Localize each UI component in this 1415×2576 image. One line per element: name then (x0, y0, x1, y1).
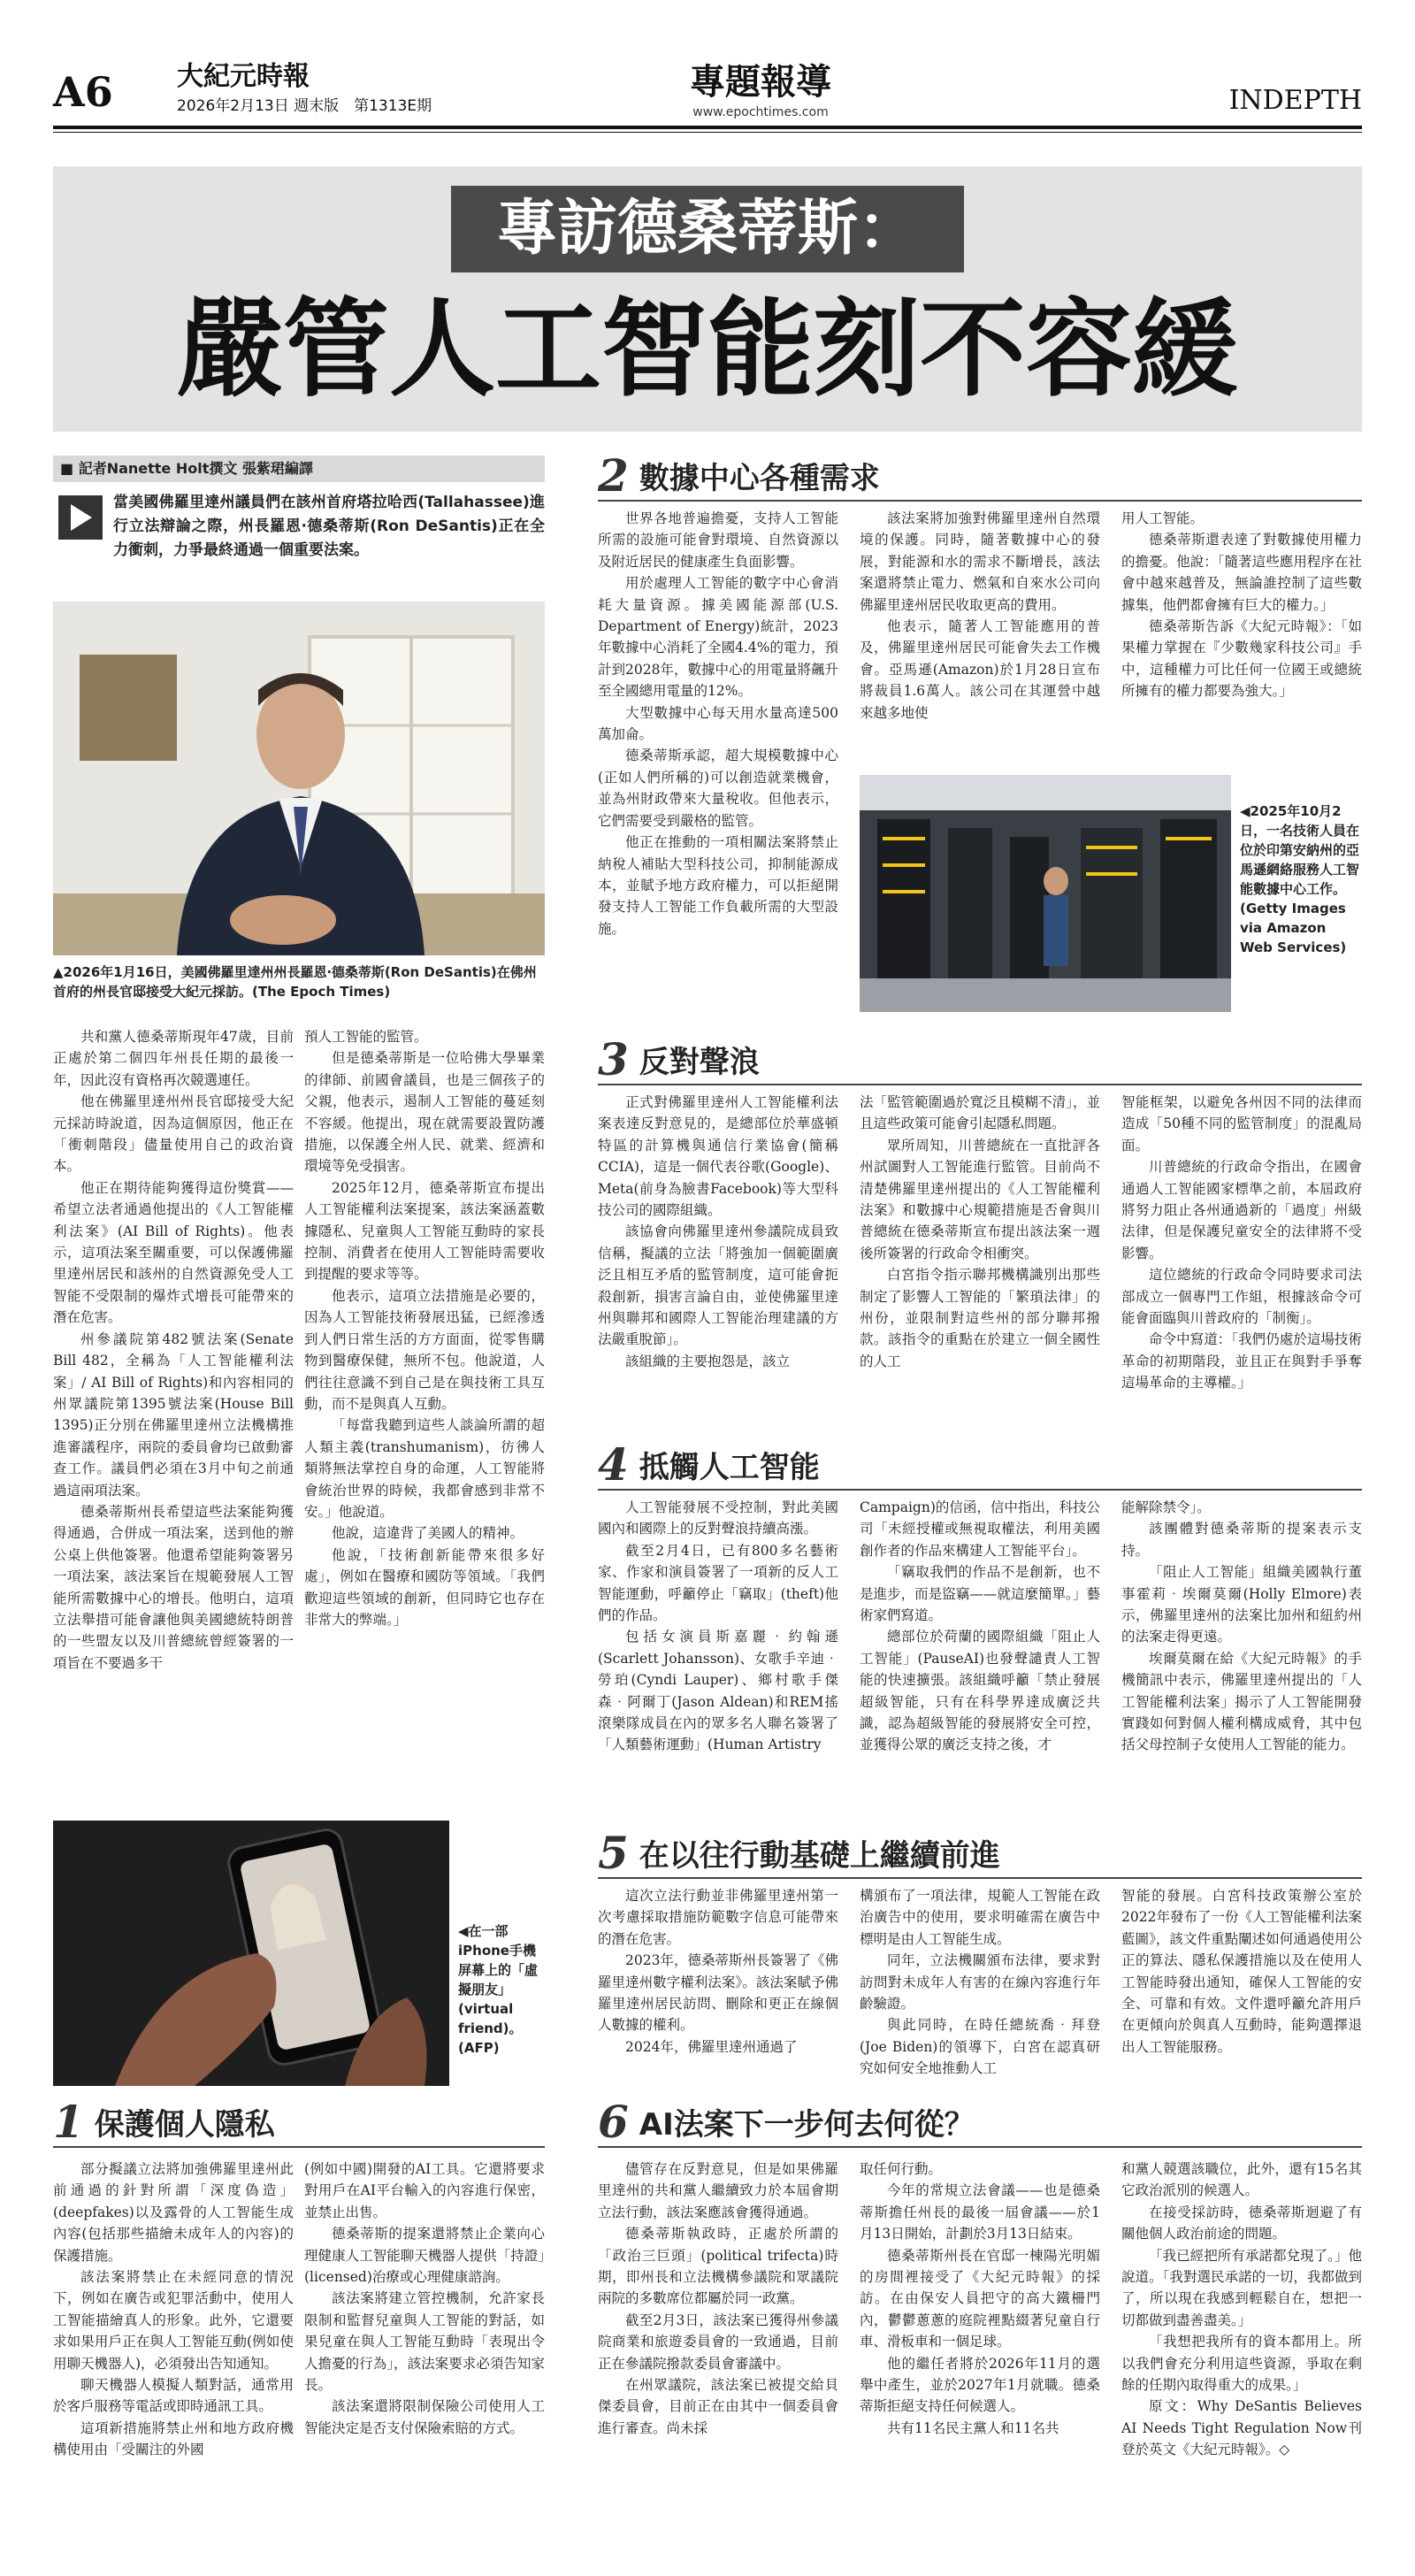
intro-col-1 (53, 1026, 294, 1674)
headline-main: 嚴管人工智能刻不容緩 (177, 287, 1238, 411)
paragraph: 法「監管範圍過於寬泛且模糊不清」，並且這些政策可能會引起隱私問題。 (860, 1094, 1100, 1132)
section-label: 專題報導 (690, 61, 831, 103)
paragraph: 共和黨人德桑蒂斯現年47歲，目前正處於第二個四年州長任期的最後一年，因此沒有資格再次競選連任。 (53, 1029, 294, 1088)
paragraph: 今年的常規立法會議——也是德桑蒂斯擔任州長的最後一屆會議——於1月13日開始，計劃於3月13日結束。 (860, 2182, 1100, 2242)
paragraph: 「我已經把所有承諾都兌現了。」他說道。「我對選民承諾的一切，我都做到了，所以現在我感到輕鬆自在，想把一切都做到盡善盡美。」 (1121, 2247, 1362, 2328)
paragraph: 聊天機器人模擬人類對話，通常用於客戶服務等電話或即時通訊工具。 (53, 2377, 294, 2415)
paragraph: 原文：Why DeSantis Believes AI Needs Tight Regulation Now刊登於英文《大紀元時報》。◇ (1121, 2398, 1362, 2458)
issue-date: 2026年2月13日 週末版 第1313E期 (177, 97, 432, 115)
sec6-col-3 (1121, 2158, 1362, 2461)
paragraph: 川普總統的行政命令指出，在國會通過人工智能國家標準之前，本屆政府將努力阻止各州通過新的「過度」州級法律，但是保護兒童安全的法律將不受影響。 (1121, 1159, 1362, 1261)
paragraph: 該組織的主要抱怨是，該立 (625, 1353, 791, 1369)
headline-kicker: 專訪德桑蒂斯： (496, 194, 918, 264)
section-number: 6 (598, 2096, 629, 2148)
byline: ■ 記者Nanette Holt撰文 張紫珺編譯 (60, 460, 313, 477)
paragraph: 命令中寫道：「我們仍處於這場技術革命的初期階段，並且正在與對手爭奪這場革命的主導權。」 (1121, 1331, 1362, 1392)
paragraph: 州參議院第482號法案(Senate Bill 482，全稱為「人工智能權利法案」/ AI Bill of Rights)和內容相同的州眾議院第1395號法案(House Bill 1395)正分別在佛羅里達州立法機構推進審議程序，兩院的委員會均已啟動審查工作。議員們必須在3月中旬之前通過這兩項法案。 (53, 1330, 294, 1499)
paragraph: 該法案將加強對佛羅里達州自然環境的保護。同時，隨著數據中心的發展，對能源和水的需求不斷增長，該法案還將禁止電力、燃氣和自來水公司向佛羅里達州居民收取更高的費用。 (860, 510, 1100, 613)
section-number: 5 (598, 1827, 629, 1879)
section-4-header (598, 1438, 1362, 1491)
section-5-header (598, 1827, 1362, 1879)
paragraph: 在接受採訪時，德桑蒂斯迴避了有關他個人政治前途的問題。 (1121, 2204, 1362, 2242)
paragraph: 這位總統的行政命令同時要求司法部成立一個專門工作組，根據該命令可能會面臨與川普政府的「制衡」。 (1121, 1267, 1362, 1327)
paragraph: 他說，「技術創新能帶來很多好處」，例如在醫療和國防等領域。「我們歡迎這些領域的創新，但同時它也存在非常大的弊端。」 (304, 1546, 545, 1628)
paragraph: 「每當我聽到這些人談論所謂的超人類主義(transhumanism)，彷彿人類將無法掌控自身的命運，人工智能將會統治世界的時候，我都會感到非常不安。」他說道。 (304, 1417, 545, 1520)
paragraph: 「我想把我所有的資本都用上。所以我們會充分利用這些資源，爭取在剩餘的任期內取得重大的成果。」 (1121, 2334, 1362, 2394)
paragraph: 2025年12月，德桑蒂斯宣布提出人工智能權利法案提案，該法案涵蓋數據隱私、兒童與人工智能互動時的家長控制、消費者在使用人工智能時需要收到提醒的要求等等。 (304, 1179, 545, 1283)
paragraph: 截至2月4日，已有800多名藝術家、作家和演員簽署了一項新的反人工智能運動，呼籲停止「竊取」(theft)他們的作品。 (598, 1542, 838, 1624)
section-3-header (598, 1033, 1362, 1085)
paragraph: 儘管存在反對意見，但是如果佛羅里達州的共和黨人繼續致力於本屆會期立法行動，該法案應該會獲得通過。 (598, 2161, 838, 2220)
paragraph: 眾所周知，川普總統在一直批評各州試圖對人工智能進行監管。目前尚不清楚佛羅里達州提出的《人工智能權利法案》和數據中心規範措施是否會與川普總統在德桑蒂斯宣布提出該法案一週後所簽署的行政命令相衝突。 (860, 1137, 1100, 1261)
paragraph: 這次立法行動並非佛羅里達州第一次考慮採取措施防範數字信息可能帶來的潛在危害。 (598, 1888, 838, 1947)
paragraph: 德桑蒂斯州長希望這些法案能夠獲得通過，合併成一項法案，送到他的辦公桌上供他簽署。他還希望能夠簽署另一項法案，該法案旨在規範發展人工智能所需數據中心的增長。他明白，這項立法舉措可能會讓他與美國總統特朗普的一些盟友以及川普總統曾經簽署的一項旨在不要過多干 (53, 1503, 294, 1671)
paragraph: 用人工智能。 (1121, 510, 1205, 526)
paragraph: 取任何行動。 (860, 2161, 943, 2177)
page-number: A6 (53, 68, 113, 116)
paragraph: 與此同時，在時任總統喬‧拜登(Joe Biden)的領導下，白宮在認真研究如何安全地推動人工 (860, 2017, 1100, 2077)
sec6-col-2 (860, 2158, 1100, 2439)
paragraph: 該法案將禁止在未經同意的情況下，例如在廣告或犯罪活動中，使用人工智能描繪真人的形象。此外，它還要求如果用戶正在與人工智能互動(例如使用聊天機器人)，必須發出告知通知。 (53, 2269, 294, 2372)
section-1-header (53, 2096, 545, 2148)
paragraph: 德桑蒂斯承認，超大規模數據中心(正如人們所稱的)可以創造就業機會，並為州財政帶來大量稅收。但他表示，它們需要受到嚴格的監管。 (598, 748, 838, 829)
paragraph: 正式對佛羅里達州人工智能權利法案表達反對意見的，是總部位於華盛頓特區的計算機與通信行業協會(簡稱CCIA)，這是一個代表谷歌(Google)、Meta(前身為臉書Facebook)等大型科技公司的國際組織。 (598, 1094, 838, 1219)
paragraph: 該法案將建立管控機制，允許家長限制和監督兒童與人工智能的對話，如果兒童在與人工智能互動時「表現出令人擔憂的行為」，該法案要求必須告知家長。 (304, 2290, 545, 2394)
paragraph: 世界各地普遍擔憂，支持人工智能所需的設施可能會對環境、自然資源以及附近居民的健康產生負面影響。 (598, 510, 838, 570)
paragraph: 智能框架，以避免各州因不同的法律而造成「50種不同的監管制度」的混亂局面。 (1121, 1094, 1362, 1154)
sec3-col-2 (860, 1092, 1100, 1372)
photo-data-center (860, 775, 1231, 1012)
section-title: 反對聲浪 (639, 1045, 760, 1080)
paragraph: 共有11名民主黨人和11名共 (887, 2419, 1059, 2436)
section-2-header (598, 449, 1362, 502)
paragraph: 該協會向佛羅里達州參議院成員致信稱，擬議的立法「將強加一個範圍廣泛且相互矛盾的監管制度，這可能會扼殺創新，損害言論自由，並使佛羅里達州與聯邦和國際人工智能治理建議的方法嚴重脫節」。 (598, 1223, 838, 1348)
sec5-col-3 (1121, 1885, 1362, 2058)
paragraph: 德桑蒂斯告訴《大紀元時報》：「如果權力掌握在『少數幾家科技公司』手中，這種權力可比任何一位國王或總統所擁有的權力都要為強大。」 (1121, 618, 1362, 700)
paragraph: 他正在期待能夠獲得這份獎賞——希望立法者通過他提出的《人工智能權利法案》(AI Bill of Rights)。他表示，這項法案至關重要，可以保護佛羅里達州居民和該州的自然資源免受人工智能不受限制的爆炸式增長可能帶來的潛在危害。 (53, 1179, 294, 1326)
paragraph: 2023年，德桑蒂斯州長簽署了《佛羅里達州數字權利法案》。該法案賦予佛羅里達州居民訪問、刪除和更正在線個人數據的權利。 (598, 1952, 838, 2034)
paragraph: 該法案還將限制保險公司使用人工智能決定是否支付保險索賠的方式。 (304, 2398, 545, 2436)
paragraph: 部分擬議立法將加強佛羅里達州此前通過的針對所謂「深度偽造」(deepfakes)以及露骨的人工智能生成內容(包括那些描繪未成年人的內容)的保護措施。 (53, 2161, 294, 2264)
lead-arrow-icon (58, 495, 103, 540)
paragraph: 他表示，這項立法措施是必要的，因為人工智能技術發展迅猛，已經滲透到人們日常生活的方方面面，從零售購物到醫療保健，無所不包。他說道，人們往往意識不到自己是在與技術工具互動，而不是與真人互動。 (304, 1287, 545, 1412)
photo3-caption: ◀在一部iPhone手機屏幕上的「虛擬朋友」(virtual friend)。(AFP) (458, 1923, 539, 2056)
paragraph: 同年，立法機關頒布法律，要求對訪問對未成年人有害的在線內容進行年齡驗證。 (860, 1952, 1100, 2012)
paragraph: 大型數據中心每天用水量高達500萬加侖。 (598, 704, 838, 743)
section-number: 2 (598, 449, 629, 502)
photo1-caption: ▲2026年1月16日，美國佛羅里達州州長羅恩‧德桑蒂斯(Ron DeSantis)在佛州首府的州長官邸接受大紀元採訪。(The Epoch Times) (53, 964, 537, 1000)
paragraph: 白宮指令指示聯邦機構識別出那些制定了影響人工智能的「繁瑣法律」的州份，並限制對這些州的部分聯邦撥款。該指令的重點在於建立一個全國性的人工 (860, 1267, 1100, 1369)
sec1-col-1 (53, 2158, 294, 2461)
section-6-header (598, 2096, 1362, 2148)
paragraph: (例如中國)開發的AI工具。它還將要求對用戶在AI平台輸入的內容進行保密，並禁止出售。 (304, 2161, 545, 2220)
paragraph: 他表示，隨著人工智能應用的普及，佛羅里達州居民可能會失去工作機會。亞馬遜(Amazon)於1月28日宣布將裁員1.6萬人。該公司在其運營中越來越多地使 (860, 618, 1100, 721)
paragraph: 德桑蒂斯的提案還將禁止企業向心理健康人工智能聊天機器人提供「持證」(licensed)治療或心理健康諮詢。 (304, 2226, 545, 2286)
paragraph: 用於處理人工智能的數字中心會消耗大量資源。據美國能源部(U.S. Department of Energy)統計，2023年數據中心消耗了全國4.4%的電力，預計到2028年，數據中心的用電量將飆升至全國總用電量的12%。 (598, 575, 838, 700)
section-number: 3 (598, 1033, 629, 1085)
paragraph: 他在佛羅里達州州長官邸接受大紀元採訪時說道，因為這個原因，他正在「衝刺階段」儘量使用自己的政治資本。 (53, 1093, 294, 1175)
masthead-logo: 大紀元時報 (177, 61, 310, 92)
paragraph: 包括女演員斯嘉麗‧約翰遜(Scarlett Johansson)、女歌手辛迪‧勞珀(Cyndi Lauper)、鄉村歌手傑森‧阿爾丁(Jason Aldean)和REM搖滾樂隊成員在內的眾多名人聯名簽署了「人類藝術運動」(Human Artistry (598, 1629, 838, 1753)
sec5-col-1 (598, 1885, 838, 2058)
sec4-col-1 (598, 1497, 838, 1756)
photo2-caption: ◀2025年10月2日，一名技術人員在位於印第安納州的亞馬遜網絡服務人工智能數據中心工作。(Getty Images via Amazon Web Services) (1240, 803, 1360, 955)
paragraph: 總部位於荷蘭的國際組織「阻止人工智能」(PauseAI)也發聲譴責人工智能的快速擴張。該組織呼籲「禁止發展超級智能，只有在科學界達成廣泛共識，認為超級智能的發展將安全可控，並獲得公眾的廣泛支持之後，才 (860, 1629, 1100, 1753)
section-number: 1 (53, 2096, 84, 2148)
section-number: 4 (598, 1438, 629, 1491)
paragraph: 「竊取我們的作品不是創新，也不是進步，而是盜竊——就這麼簡單。」藝術家們寫道。 (860, 1564, 1100, 1624)
paragraph: 人工智能發展不受控制，對此美國國內和國際上的反對聲浪持續高漲。 (598, 1499, 838, 1537)
paragraph: 德桑蒂斯還表達了對數據使用權力的擔憂。他說：「隨著這些應用程序在社會中越來越普及，無論誰控制了這些數據集，他們都會擁有巨大的權力。」 (1121, 532, 1362, 613)
sec2-col-2 (860, 508, 1100, 724)
paragraph: 埃爾莫爾在給《大紀元時報》的手機簡訊中表示，佛羅里達州提出的「人工智能權利法案」揭示了人工智能開發實踐如何對個人權利構成威脅，其中包括父母控制子女使用人工智能的能力。 (1121, 1650, 1362, 1753)
paragraph: 德桑蒂斯執政時，正處於所謂的「政治三巨頭」(political trifecta)時期，即州長和立法機構參議院和眾議院兩院的多數席位都屬於同一政黨。 (598, 2226, 838, 2307)
paragraph: 但是德桑蒂斯是一位哈佛大學畢業的律師、前國會議員，也是三個孩子的父親，他表示，遏制人工智能的蔓延刻不容緩。他提出，現在就需要設置防護措施，以保護全州人民、就業、經濟和環境等免受損害。 (304, 1050, 545, 1175)
section-title: AI法案下一步何去何從？ (639, 2107, 975, 2143)
header-rule (53, 126, 1362, 129)
paragraph: 他的繼任者將於2026年11月的選舉中產生，並於2027年1月就職。德桑蒂斯拒絕支持任何候選人。 (860, 2355, 1100, 2415)
paragraph: 「阻止人工智能」組織美國執行董事霍莉‧埃爾莫爾(Holly Elmore)表示，佛羅里達州的法案比加州和紐約州的法案走得更遠。 (1121, 1564, 1362, 1645)
site-url: www.epochtimes.com (692, 105, 829, 119)
section-title: 保護個人隱私 (94, 2107, 275, 2143)
sec2-col-1 (598, 508, 838, 939)
sec3-col-1 (598, 1092, 838, 1372)
paragraph: 他說，這違背了美國人的精神。 (332, 1525, 524, 1542)
photo-virtual-friend-phone (53, 1821, 449, 2086)
paragraph: 在州眾議院，該法案已被提交給貝傑委員會，目前正在由其中一個委員會進行審查。尚未採 (598, 2377, 838, 2436)
sec4-col-3 (1121, 1497, 1362, 1756)
paragraph: 截至2月3日，該法案已獲得州參議院商業和旅遊委員會的一致通過，目前正在參議院撥款委員會審議中。 (598, 2312, 838, 2372)
indepth-label: INDEPTH (1228, 85, 1362, 116)
paragraph: 智能的發展。白宮科技政策辦公室於2022年發布了一份《人工智能權利法案藍圖》，該文件重點闡述如何通過使用公正的算法、隱私保護措施以及在使用人工智能時發出通知，確保人工智能的安全、可靠和有效。文件還呼籲允許用戶在更傾向於與真人互動時，能夠選擇退出人工智能服務。 (1121, 1888, 1362, 2055)
section-title: 數據中心各種需求 (639, 461, 880, 496)
paragraph: 構頒布了一項法律，規範人工智能在政治廣告中的使用，要求明確需在廣告中標明是由人工智能生成。 (860, 1888, 1100, 1947)
paragraph: 德桑蒂斯州長在官邸一棟陽光明媚的房間裡接受了《大紀元時報》的採訪。在由保安人員把守的高大鐵柵門內，鬱鬱蔥蔥的庭院裡點綴著兒童自行車、滑板車和一個足球。 (860, 2247, 1100, 2350)
section-title: 在以往行動基礎上繼續前進 (639, 1838, 1000, 1874)
paragraph: 預人工智能的監管。 (304, 1029, 428, 1045)
sec3-col-3 (1121, 1092, 1362, 1394)
page-header (53, 60, 1362, 124)
sec5-col-2 (860, 1885, 1100, 2080)
header-rule-thin (53, 132, 1362, 133)
paragraph: Campaign)的信函，信中指出，科技公司「未經授權或無視取權法，利用美國創作者的作品來構建人工智能平台」。 (860, 1499, 1100, 1559)
sec6-col-1 (598, 2158, 838, 2439)
paragraph: 2024年，佛羅里達州通過了 (625, 2038, 798, 2055)
photo-desantis-interview (53, 602, 545, 955)
lead-paragraph: 當美國佛羅里達州議員們在該州首府塔拉哈西(Tallahassee)進行立法辯論之際，州長羅恩‧德桑蒂斯(Ron DeSantis)正在全力衝刺，力爭最終通過一個重要法案。 (113, 494, 545, 559)
paragraph: 能解除禁令」。 (1121, 1499, 1211, 1515)
sec1-col-2 (304, 2158, 545, 2439)
paragraph: 和黨人競選該職位，此外，還有15名其它政治派別的候選人。 (1121, 2161, 1362, 2199)
intro-col-2 (304, 1026, 545, 1630)
section-title: 抵觸人工智能 (639, 1450, 820, 1485)
paragraph: 他正在推動的一項相關法案將禁止納稅人補貼大型科技公司，抑制能源成本，並賦予地方政府權力，可以拒絕開發支持人工智能工作負載所需的大型設施。 (598, 834, 838, 937)
sec4-col-2 (860, 1497, 1100, 1756)
paragraph: 該團體對德桑蒂斯的提案表示支持。 (1121, 1521, 1362, 1559)
sec2-col-3 (1121, 508, 1362, 702)
paragraph: 這項新措施將禁止州和地方政府機構使用由「受關注的外國 (53, 2419, 294, 2458)
